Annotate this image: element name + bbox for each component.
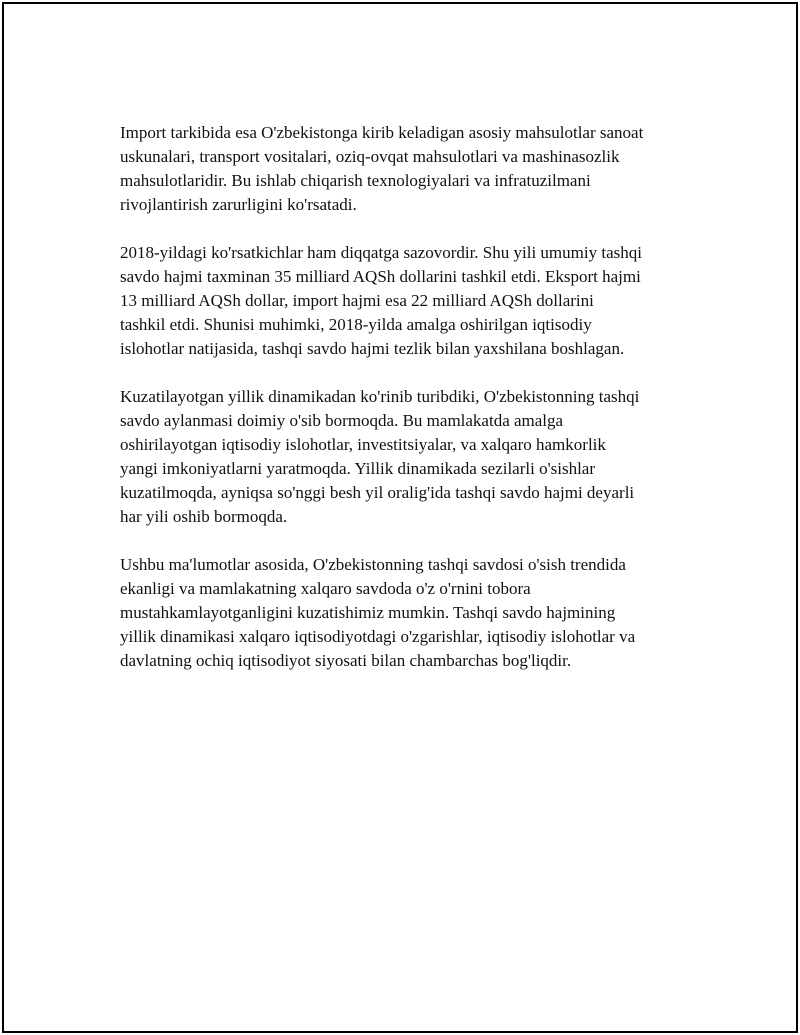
text-line: mahsulotlaridir. Bu ishlab chiqarish texnologiyalari va infratuzilmani [120,171,591,190]
text-line: uskunalari, transport vositalari, oziq-ovqat mahsulotlari va mashinasozlik [120,147,620,166]
text-line: 13 milliard AQSh dollar, import hajmi esa 22 milliard AQSh dollarini [120,291,594,310]
text-line: kuzatilmoqda, ayniqsa so'nggi besh yil oralig'ida tashqi savdo hajmi deyarli [120,483,635,502]
paragraph-conclusion [120,553,700,673]
text-line: Import tarkibida esa O'zbekistonga kirib keladigan asosiy mahsulotlar sanoat [120,123,644,142]
text-line: savdo hajmi taxminan 35 milliard AQSh dollarini tashkil etdi. Eksport hajmi [120,267,641,286]
paragraph-import-composition [120,121,700,217]
text-line: ekanligi va mamlakatning xalqaro savdoda o'z o'rnini tobora [120,579,531,598]
text-line: davlatning ochiq iqtisodiyot siyosati bilan chambarchas bog'liqdir. [120,651,572,670]
text-line: yillik dinamikasi xalqaro iqtisodiyotdagi o'zgarishlar, iqtisodiy islohotlar va [120,627,636,646]
text-line: har yili oshib bormoqda. [120,507,288,526]
text-line: yangi imkoniyatlarni yaratmoqda. Yillik dinamikada sezilarli o'sishlar [120,459,596,478]
text-line: Ushbu ma'lumotlar asosida, O'zbekistonning tashqi savdosi o'sish trendida [120,555,626,574]
paragraph-2018-indicators [120,241,700,361]
text-line: tashkil etdi. Shunisi muhimki, 2018-yilda amalga oshirilgan iqtisodiy [120,315,592,334]
document-page [2,2,798,1033]
document-body [120,121,700,697]
text-line: Kuzatilayotgan yillik dinamikadan ko'rinib turibdiki, O'zbekistonning tashqi [120,387,640,406]
text-line: oshirilayotgan iqtisodiy islohotlar, investitsiyalar, va xalqaro hamkorlik [120,435,606,454]
paragraph-annual-dynamics [120,385,700,529]
text-line: rivojlantirish zarurligini ko'rsatadi. [120,195,357,214]
text-line: 2018-yildagi ko'rsatkichlar ham diqqatga sazovordir. Shu yili umumiy tashqi [120,243,642,262]
text-line: savdo aylanmasi doimiy o'sib bormoqda. Bu mamlakatda amalga [120,411,564,430]
text-line: mustahkamlayotganligini kuzatishimiz mumkin. Tashqi savdo hajmining [120,603,616,622]
text-line: islohotlar natijasida, tashqi savdo hajmi tezlik bilan yaxshilana boshlagan. [120,339,625,358]
